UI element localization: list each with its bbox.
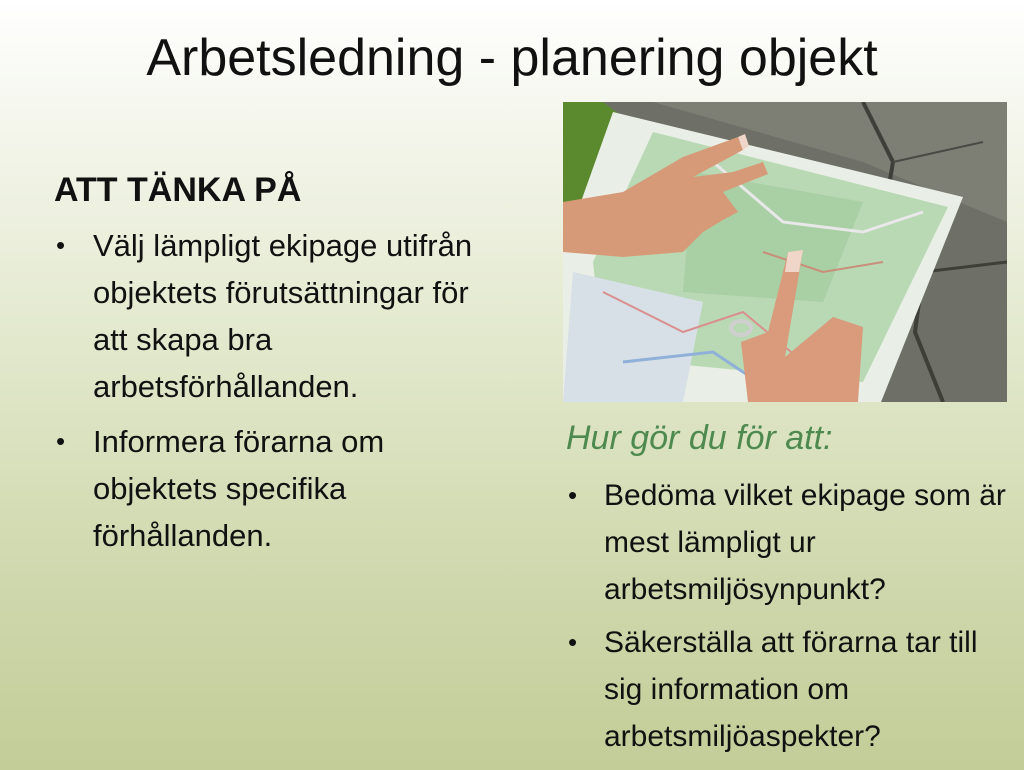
bullet-text: Välj lämpligt ekipage utifrån objektets förutsättningar för att skapa bra arbetsförhållanden. [93, 228, 473, 404]
right-column [566, 414, 1018, 766]
list-item [566, 619, 1018, 760]
slide-title: Arbetsledning - planering objekt [146, 29, 878, 87]
bullet-icon: • [56, 426, 66, 456]
map-photo [563, 102, 1007, 402]
right-bullet-list [566, 472, 1018, 760]
att-tanka-pa-heading: ATT TÄNKA PÅ [54, 171, 302, 209]
list-item [566, 472, 1018, 613]
hur-gor-du-heading: Hur gör du för att: [566, 419, 833, 457]
left-bullet-list [54, 222, 494, 559]
bullet-text: Säkerställa att förarna tar till sig information om arbetsmiljöaspekter? [604, 626, 978, 753]
bullet-icon: • [568, 480, 578, 510]
list-item [54, 418, 494, 559]
bullet-text: Bedöma vilket ekipage som är mest lämpligt ur arbetsmiljösynpunkt? [604, 479, 1006, 606]
bullet-icon: • [568, 627, 578, 657]
bullet-icon: • [56, 230, 66, 260]
list-item [54, 222, 494, 410]
bullet-text: Informera förarna om objektets specifika förhållanden. [93, 424, 385, 553]
left-column [54, 168, 494, 567]
